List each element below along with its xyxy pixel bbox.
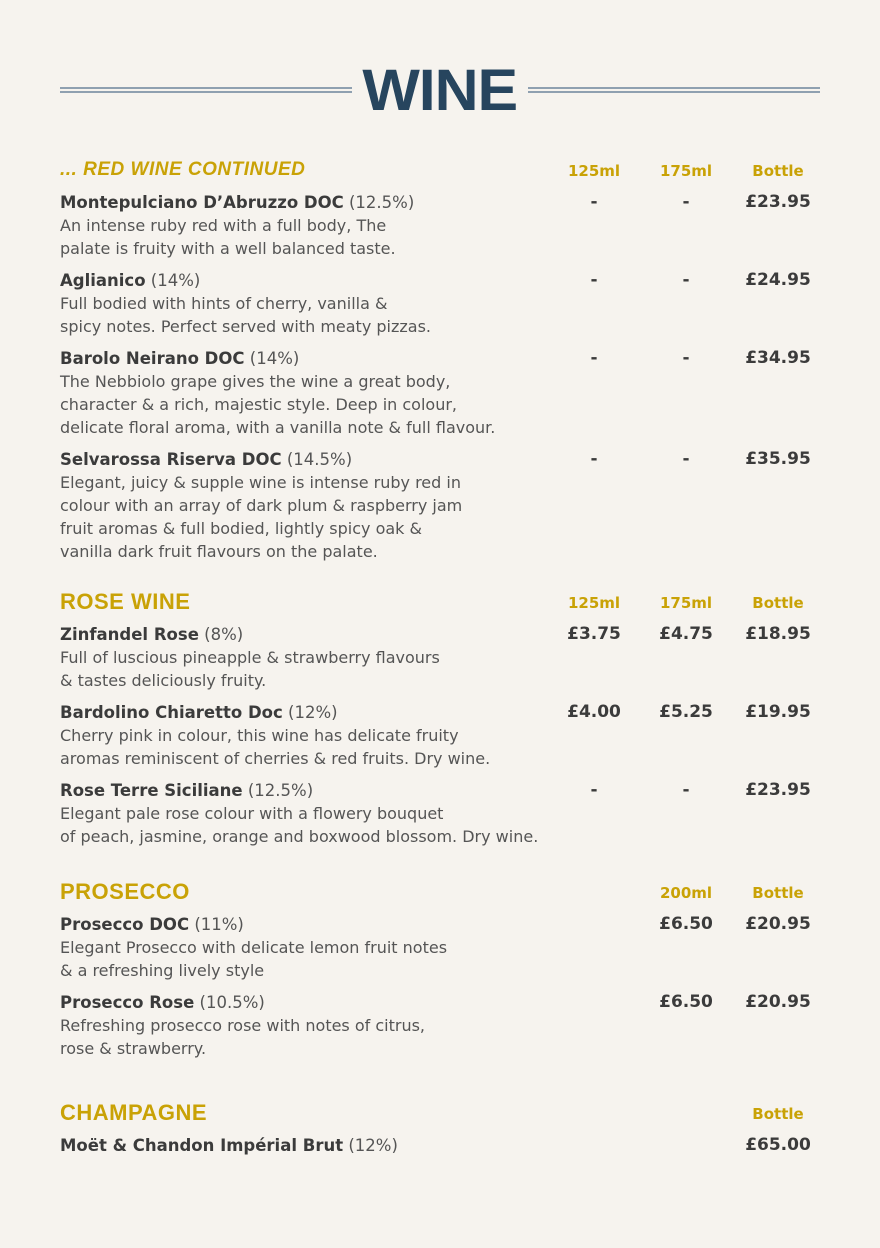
menu-section (60, 1100, 820, 1166)
item-price: - (590, 348, 598, 368)
column-header: 200ml (659, 884, 713, 902)
item-price: - (682, 270, 690, 290)
item-description: Elegant, juicy & supple wine is intense ruby red in colour with an array of dark plum & raspberry jam fruit aromas & full bodied, lightly spicy oak & vanilla dark fruit flavours on the palate. (60, 473, 463, 561)
item-abv: (10.5%) (199, 993, 265, 1012)
item-price: - (682, 780, 690, 800)
page-title: WINE (362, 57, 518, 123)
page-header (60, 58, 820, 122)
item-name: Prosecco Rose (60, 993, 195, 1012)
item-price: £6.50 (659, 992, 713, 1012)
item-price: £5.25 (659, 702, 713, 722)
item-name: Aglianico (60, 271, 146, 290)
item-price: £3.75 (567, 624, 621, 644)
section-header (60, 879, 820, 913)
item-price: £65.00 (745, 1135, 811, 1155)
menu-section (60, 879, 820, 1069)
item-price: £4.00 (567, 702, 621, 722)
column-header: 125ml (567, 162, 621, 180)
section-title: CHAMPAGNE (60, 1100, 208, 1125)
item-description: An intense ruby red with a full body, The palate is fruity with a well balanced taste. (60, 216, 396, 258)
divider-left (60, 87, 352, 93)
item-price: - (590, 192, 598, 212)
item-name: Barolo Neirano DOC (60, 349, 245, 368)
item-description: The Nebbiolo grape gives the wine a great body, character & a rich, majestic style. Deep in colour, delicate floral aroma, with a vanilla note & full flavour. (60, 372, 496, 437)
item-abv: (12.5%) (247, 781, 314, 800)
divider-right (528, 87, 820, 93)
section-header (60, 589, 820, 623)
item-name: Moët & Chandon Impérial Brut (60, 1136, 344, 1155)
menu-item (60, 991, 820, 1060)
section-header (60, 1100, 820, 1134)
column-header: Bottle (752, 162, 804, 180)
item-price: - (682, 449, 690, 469)
item-price: £6.50 (659, 914, 713, 934)
item-abv: (12%) (288, 703, 338, 722)
item-description: Full of luscious pineapple & strawberry flavours & tastes deliciously fruity. (60, 648, 440, 690)
item-price: - (682, 192, 690, 212)
column-header: Bottle (752, 1105, 804, 1123)
item-description: Refreshing prosecco rose with notes of citrus, rose & strawberry. (60, 1016, 426, 1058)
column-header: 175ml (659, 162, 713, 180)
item-name: Zinfandel Rose (60, 625, 199, 644)
item-price: £18.95 (745, 624, 811, 644)
menu-item (60, 913, 820, 982)
menu-item (60, 701, 820, 770)
item-name: Selvarossa Riserva DOC (60, 450, 282, 469)
item-price: - (682, 348, 690, 368)
item-name: Bardolino Chiaretto Doc (60, 703, 283, 722)
item-price: £34.95 (745, 348, 811, 368)
item-price: £20.95 (745, 914, 811, 934)
item-description: Elegant pale rose colour with a flowery bouquet of peach, jasmine, orange and boxwood blossom. Dry wine. (60, 804, 539, 846)
column-header: 125ml (567, 594, 621, 612)
menu-section (60, 157, 820, 572)
item-description: Full bodied with hints of cherry, vanilla & spicy notes. Perfect served with meaty pizzas. (60, 294, 432, 336)
item-price: £20.95 (745, 992, 811, 1012)
menu-item (60, 623, 820, 692)
menu-item (60, 347, 820, 439)
item-description: Cherry pink in colour, this wine has delicate fruity aromas reminiscent of cherries & red fruits. Dry wine. (60, 726, 491, 768)
item-price: £4.75 (659, 624, 713, 644)
item-price: £35.95 (745, 449, 811, 469)
item-name: Montepulciano D’Abruzzo DOC (60, 193, 344, 212)
item-price: - (590, 449, 598, 469)
section-title: ROSE WINE (60, 589, 191, 614)
item-abv: (14.5%) (286, 450, 353, 469)
section-title: ... RED WINE CONTINUED (60, 159, 306, 180)
item-price: £24.95 (745, 270, 811, 290)
item-price: £23.95 (745, 192, 811, 212)
item-abv: (12.5%) (349, 193, 415, 212)
item-price: - (590, 780, 598, 800)
item-abv: (11%) (194, 915, 244, 934)
column-header: Bottle (752, 884, 804, 902)
menu-item (60, 779, 820, 848)
column-header: 175ml (659, 594, 713, 612)
item-abv: (14%) (249, 349, 300, 368)
menu-item (60, 191, 820, 260)
menu-item (60, 269, 820, 338)
section-header (60, 157, 820, 191)
column-header: Bottle (752, 594, 804, 612)
item-name: Rose Terre Siciliane (60, 781, 243, 800)
menu-item (60, 1134, 820, 1157)
item-description: Elegant Prosecco with delicate lemon fruit notes & a refreshing lively style (60, 938, 448, 980)
section-title: PROSECCO (60, 879, 190, 904)
item-price: - (590, 270, 598, 290)
item-name: Prosecco DOC (60, 915, 190, 934)
item-abv: (14%) (150, 271, 201, 290)
item-abv: (12%) (348, 1136, 398, 1155)
item-price: £19.95 (745, 702, 811, 722)
item-abv: (8%) (204, 625, 244, 644)
item-price: £23.95 (745, 780, 811, 800)
menu-item (60, 448, 820, 563)
menu-section (60, 589, 820, 857)
